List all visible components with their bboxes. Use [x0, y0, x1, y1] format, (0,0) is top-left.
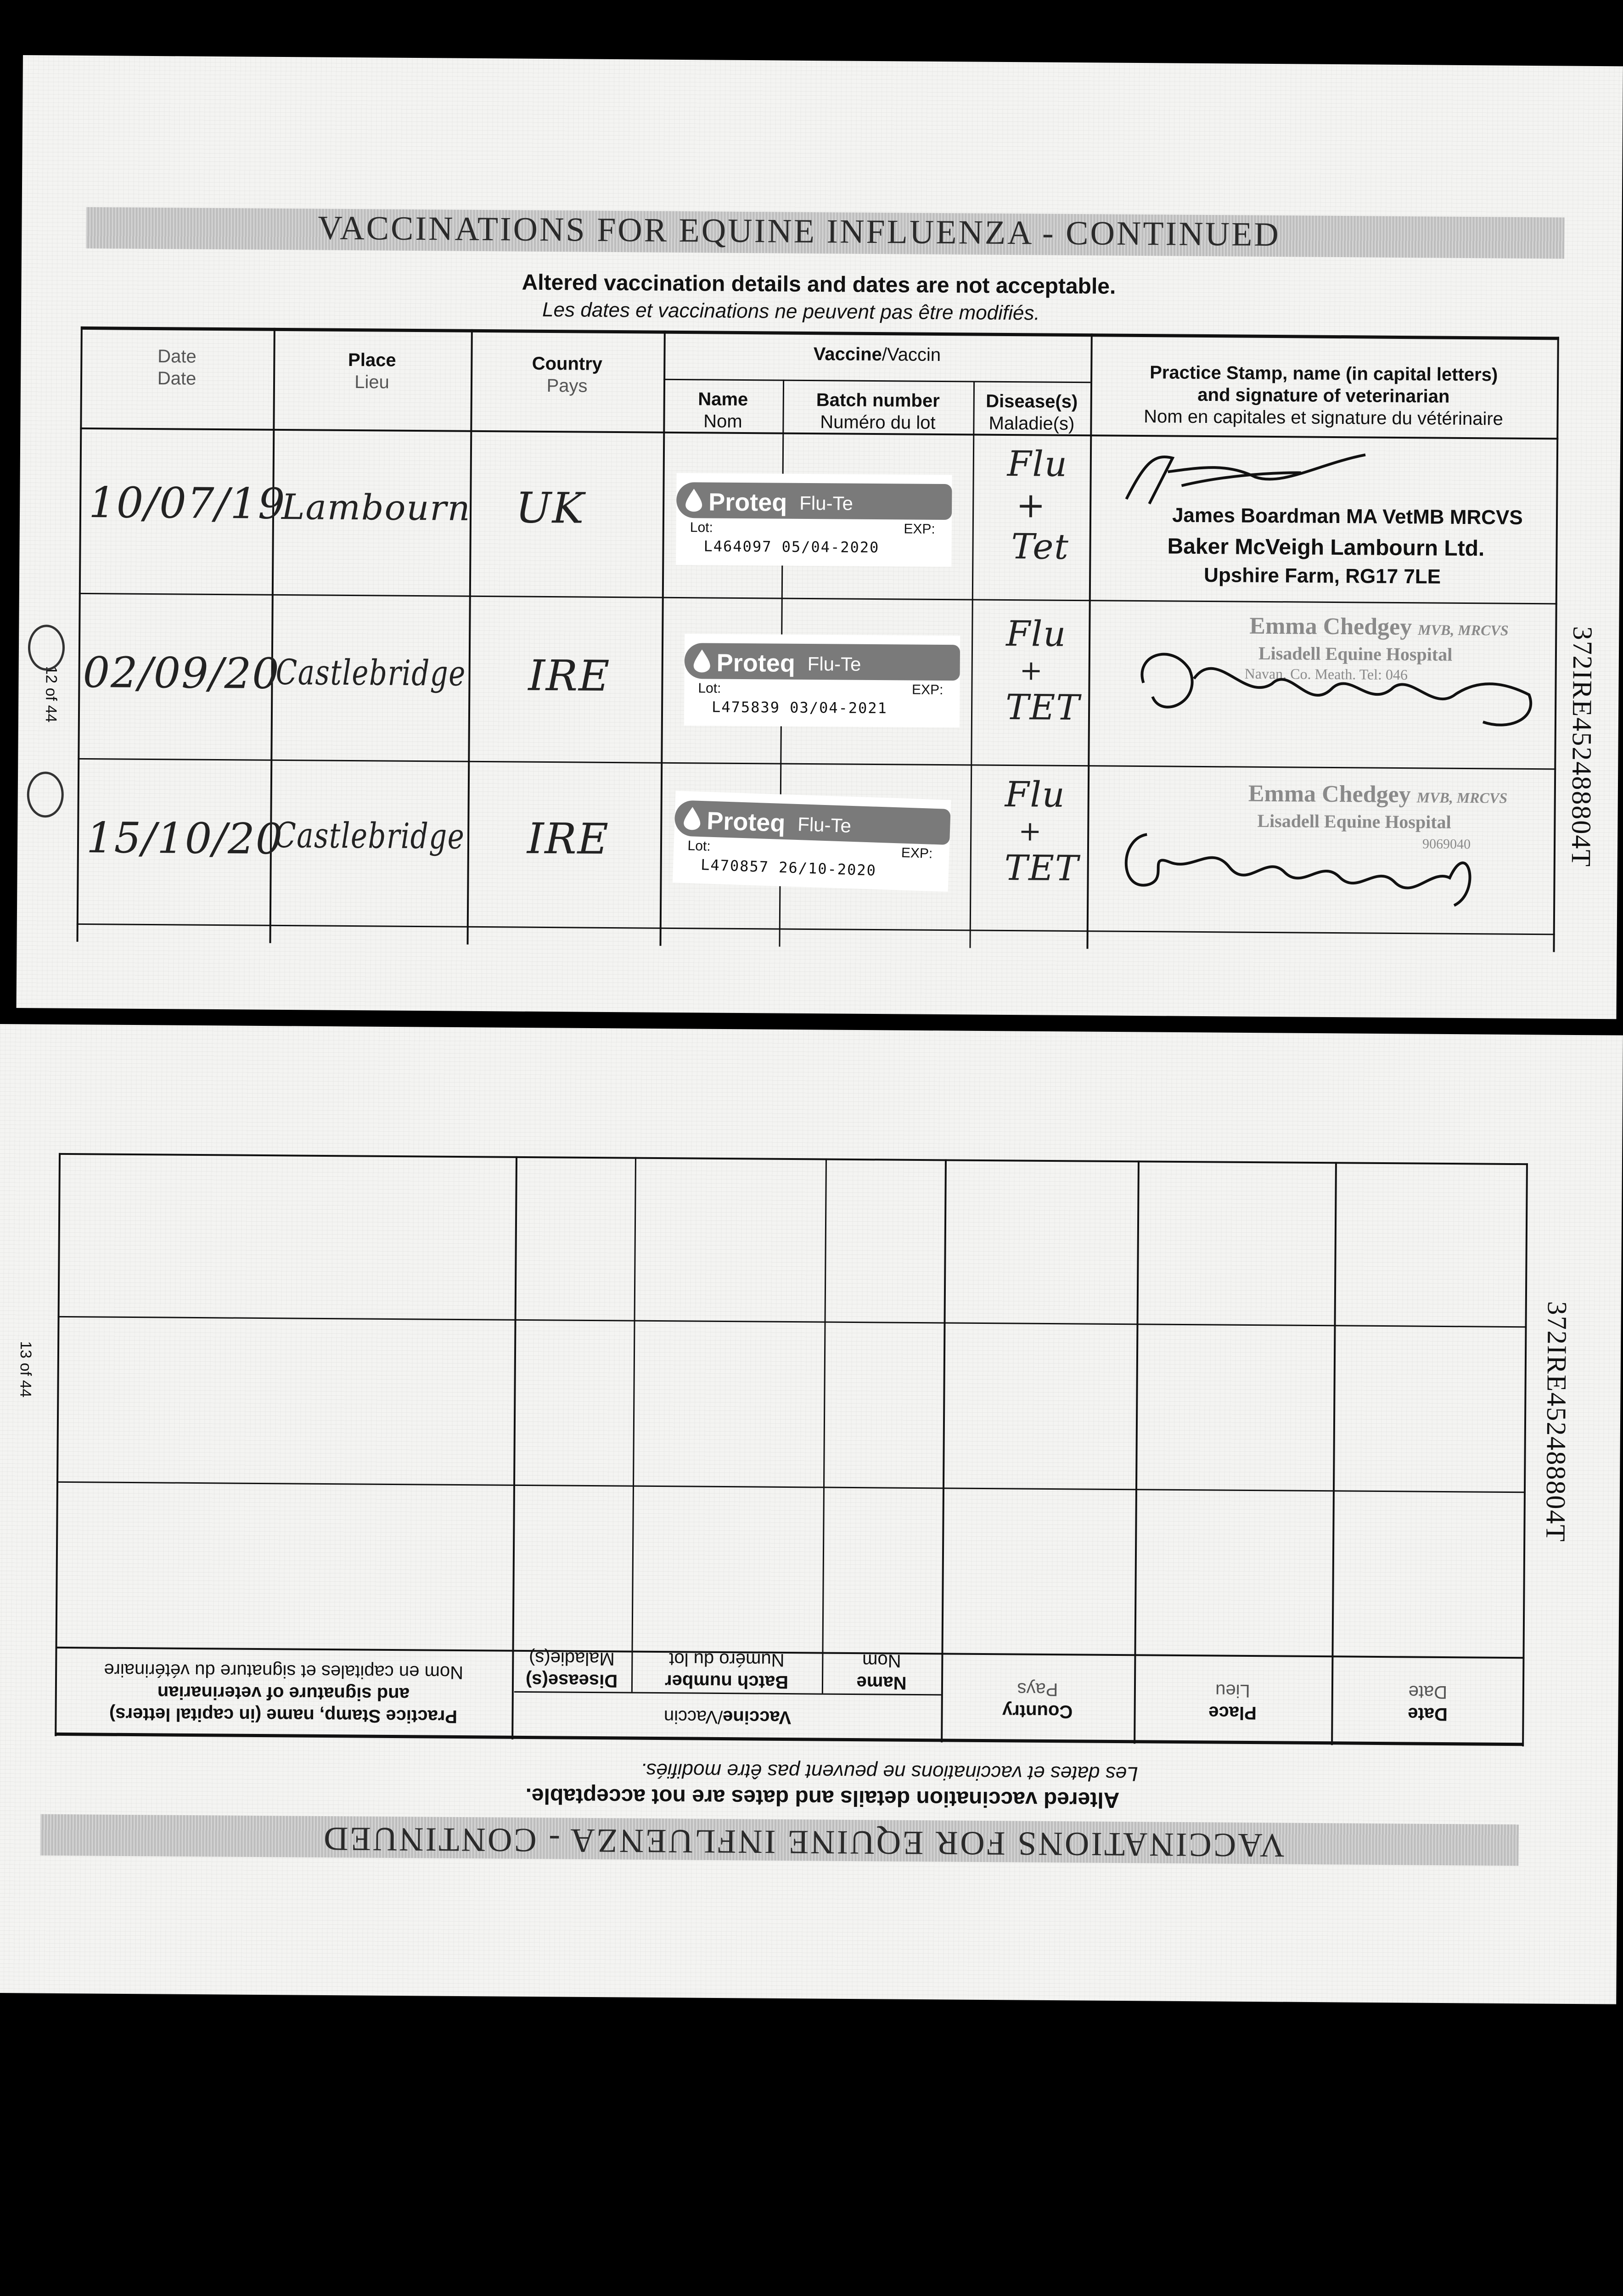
- entry-3-disease-1: Flu: [1005, 773, 1066, 815]
- entry-1-date: 10/07/19: [88, 478, 286, 529]
- entry-1-vet-address: Upshire Farm, RG17 7LE: [1203, 563, 1441, 588]
- header-practice-stamp: Practice Stamp, name (in capital letters) and signature of veterinarian Nom en capitales et signature du vétérinaire: [1144, 362, 1504, 429]
- header-batch-flipped: Batch number Numéro du lot: [664, 1649, 789, 1693]
- header-place-flipped: Place Lieu: [1208, 1680, 1257, 1723]
- entry-2-vet-name: Emma Chedgey MVB, MRCVS: [1249, 613, 1509, 641]
- entry-1-disease-2: +: [1016, 484, 1047, 526]
- header-name: Name Nom: [698, 389, 748, 432]
- entry-1-vaccine-sticker: [676, 473, 952, 567]
- sticker-lot-label: Lot:: [687, 838, 711, 854]
- passport-number-bottom: 372IRE452488804T: [1540, 1301, 1572, 1543]
- droplet-icon: [682, 806, 703, 831]
- header-practice-stamp-flipped: Practice Stamp, name (in capital letters) and signature of veterinarian Nom en capitales et signature du vétérinaire: [104, 1660, 464, 1727]
- entry-1-disease-1: Flu: [1007, 443, 1068, 484]
- sticker-exp-label: EXP:: [904, 521, 935, 537]
- entry-3-vet-practice: Lisadell Equine Hospital: [1257, 810, 1451, 833]
- notice-english-flipped: Altered vaccination details and dates are not acceptable.: [525, 1784, 1120, 1812]
- notice-french: Les dates et vaccinations ne peuvent pas être modifiés.: [542, 298, 1040, 325]
- entry-1-country: UK: [515, 483, 585, 533]
- entry-1-place: Lambourn: [281, 486, 471, 529]
- entry-3-batch: L470857 26/10-2020: [700, 856, 877, 879]
- entry-1-batch: L464097 05/04-2020: [703, 537, 880, 557]
- sticker-lot-label: Lot:: [698, 681, 721, 696]
- droplet-icon: [692, 648, 712, 673]
- entry-3-vet-name: Emma Chedgey MVB, MRCVS: [1248, 780, 1508, 808]
- header-place: Place Lieu: [348, 349, 396, 393]
- entry-2-country: IRE: [528, 651, 611, 701]
- entry-3-disease-3: TET: [1004, 847, 1079, 889]
- passport-page-12: [17, 55, 1623, 1019]
- entry-2-vet-address: Navan, Co. Meath. Tel: 046: [1244, 665, 1408, 683]
- sticker-product: Flu-Te: [807, 653, 861, 675]
- droplet-icon: [684, 488, 704, 512]
- entry-3-disease-2: +: [1018, 815, 1043, 848]
- sticker-lot-label: Lot:: [690, 520, 713, 535]
- header-date: Date Date: [157, 346, 197, 389]
- entry-3-date: 15/10/20: [86, 813, 284, 864]
- entry-2-place: Castlebridge: [275, 651, 466, 694]
- header-name-flipped: Name Nom: [856, 1650, 907, 1693]
- entry-1-disease-3: Tet: [1011, 526, 1070, 567]
- sticker-product: Flu-Te: [797, 813, 852, 837]
- header-country-flipped: Country Pays: [1002, 1679, 1073, 1722]
- entry-2-disease-3: TET: [1005, 686, 1081, 728]
- page-heading-flipped: VACCINATIONS FOR EQUINE INFLUENZA - CONTINUED: [321, 1819, 1285, 1864]
- passport-number-top: 372IRE452488804T: [1566, 626, 1598, 868]
- vaccination-table: [77, 326, 1559, 952]
- entry-3-signature: [1119, 798, 1533, 920]
- entry-1-vet-name: James Boardman MA VetMB MRCVS: [1172, 504, 1523, 529]
- sticker-exp-label: EXP:: [901, 845, 933, 861]
- sticker-product: Flu-Te: [799, 492, 854, 514]
- entry-2-batch: L475839 03/04-2021: [711, 698, 888, 717]
- entry-3-country: IRE: [527, 814, 610, 864]
- page-number-bottom: 13 of 44: [17, 1341, 35, 1398]
- entry-3-vet-address: 9069040: [1422, 836, 1471, 852]
- entry-2-disease-2: +: [1019, 654, 1044, 687]
- header-vaccine: Vaccine/Vaccin: [813, 344, 941, 365]
- entry-3-vaccine-sticker: [673, 791, 951, 892]
- sticker-exp-label: EXP:: [911, 682, 943, 698]
- entry-2-vaccine-sticker: [684, 634, 960, 727]
- header-country: Country Pays: [532, 353, 603, 396]
- entry-2-disease-1: Flu: [1005, 613, 1067, 654]
- entry-2-vet-practice: Lisadell Equine Hospital: [1258, 642, 1453, 665]
- page-number-top: 12 of 44: [42, 666, 60, 723]
- entry-2-signature: [1134, 628, 1548, 750]
- entry-1-signature: [1117, 444, 1375, 510]
- header-date-flipped: Date Date: [1408, 1682, 1448, 1725]
- header-disease: Disease(s) Maladie(s): [986, 391, 1078, 434]
- sticker-brand: Proteq: [716, 649, 796, 677]
- entry-1-vet-practice: Baker McVeigh Lambourn Ltd.: [1167, 534, 1485, 561]
- sticker-brand: Proteq: [708, 488, 787, 517]
- header-disease-flipped: Disease(s) Maladie(s): [525, 1648, 618, 1691]
- header-vaccine-flipped: Vaccine/Vaccin: [663, 1706, 792, 1728]
- notice-english: Altered vaccination details and dates are not acceptable.: [522, 270, 1116, 299]
- entry-3-place: Castlebridge: [274, 814, 465, 857]
- empty-vaccination-table: [55, 1153, 1528, 1746]
- notice-french-flipped: Les dates et vaccinations ne peuvent pas être modifiés.: [640, 1759, 1138, 1785]
- margin-mark-1: [28, 625, 65, 671]
- passport-page-13: [0, 1024, 1623, 2004]
- header-batch: Batch number Numéro du lot: [816, 390, 940, 433]
- page-heading: VACCINATIONS FOR EQUINE INFLUENZA - CONTINUED: [318, 209, 1281, 254]
- entry-2-date: 02/09/20: [83, 647, 281, 698]
- margin-mark-2: [27, 771, 64, 818]
- sticker-brand: Proteq: [706, 807, 786, 838]
